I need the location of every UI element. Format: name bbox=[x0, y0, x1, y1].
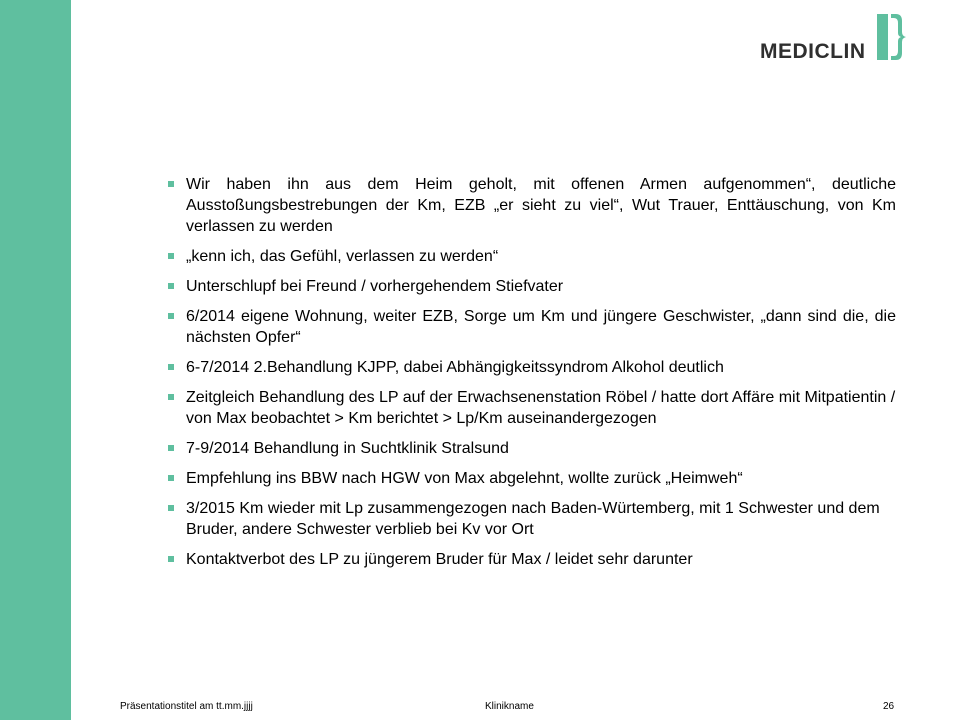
square-bullet-icon bbox=[168, 394, 174, 400]
bullet-text: 7-9/2014 Behandlung in Suchtklinik Stralsund bbox=[186, 440, 509, 457]
bullet-item bbox=[168, 549, 896, 570]
slide-content bbox=[168, 174, 896, 579]
footer-presentation-title: Präsentationstitel am tt.mm.jjjj bbox=[120, 701, 253, 712]
square-bullet-icon bbox=[168, 445, 174, 451]
bullet-item bbox=[168, 498, 896, 540]
footer-page-number: 26 bbox=[883, 701, 895, 712]
bullet-text: 3/2015 Km wieder mit Lp zusammengezogen nach Baden-Würtemberg, mit 1 Schwester und dem Bruder, andere Schwester verblieb bei Kv vor Ort bbox=[186, 500, 880, 538]
mediclin-logo bbox=[760, 14, 910, 64]
footer-clinic-name: Klinikname bbox=[485, 701, 534, 712]
bullet-item bbox=[168, 306, 896, 348]
left-accent-bar bbox=[0, 0, 71, 720]
square-bullet-icon bbox=[168, 475, 174, 481]
square-bullet-icon bbox=[168, 556, 174, 562]
bullet-text: Empfehlung ins BBW nach HGW von Max abgelehnt, wollte zurück „Heimweh“ bbox=[186, 470, 743, 487]
bullet-text: Wir haben ihn aus dem Heim geholt, mit offenen Armen aufgenommen“, deutliche Ausstoßungsbestrebungen der Km, EZB „er sieht zu viel“, Wut Trauer, Enttäuschung, von Km verlassen zu werden bbox=[186, 176, 896, 235]
bullet-text: 6/2014 eigene Wohnung, weiter EZB, Sorge um Km und jüngere Geschwister, „dann sind die, die nächsten Opfer“ bbox=[186, 308, 896, 346]
square-bullet-icon bbox=[168, 313, 174, 319]
square-bullet-icon bbox=[168, 505, 174, 511]
logo-text: MEDICLIN bbox=[760, 40, 866, 63]
bullet-item bbox=[168, 387, 896, 429]
bullet-item bbox=[168, 276, 896, 297]
square-bullet-icon bbox=[168, 283, 174, 289]
bullet-text: 6-7/2014 2.Behandlung KJPP, dabei Abhängigkeitssyndrom Alkohol deutlich bbox=[186, 359, 724, 376]
bullet-text: Kontaktverbot des LP zu jüngerem Bruder für Max / leidet sehr darunter bbox=[186, 551, 693, 568]
bullet-item bbox=[168, 174, 896, 237]
mediclin-logo-mark-icon bbox=[877, 14, 909, 60]
bullet-item bbox=[168, 438, 896, 459]
bullet-list bbox=[168, 174, 896, 570]
bullet-item bbox=[168, 246, 896, 267]
square-bullet-icon bbox=[168, 253, 174, 259]
bullet-item bbox=[168, 357, 896, 378]
square-bullet-icon bbox=[168, 181, 174, 187]
square-bullet-icon bbox=[168, 364, 174, 370]
bullet-item bbox=[168, 468, 896, 489]
bullet-text: Unterschlupf bei Freund / vorhergehendem Stiefvater bbox=[186, 278, 564, 295]
bullet-text: „kenn ich, das Gefühl, verlassen zu werden“ bbox=[186, 248, 499, 265]
bullet-text: Zeitgleich Behandlung des LP auf der Erwachsenenstation Röbel / hatte dort Affäre mit Mitpatientin / von Max beobachtet > Km berichtet > Lp/Km auseinandergezogen bbox=[186, 389, 896, 427]
